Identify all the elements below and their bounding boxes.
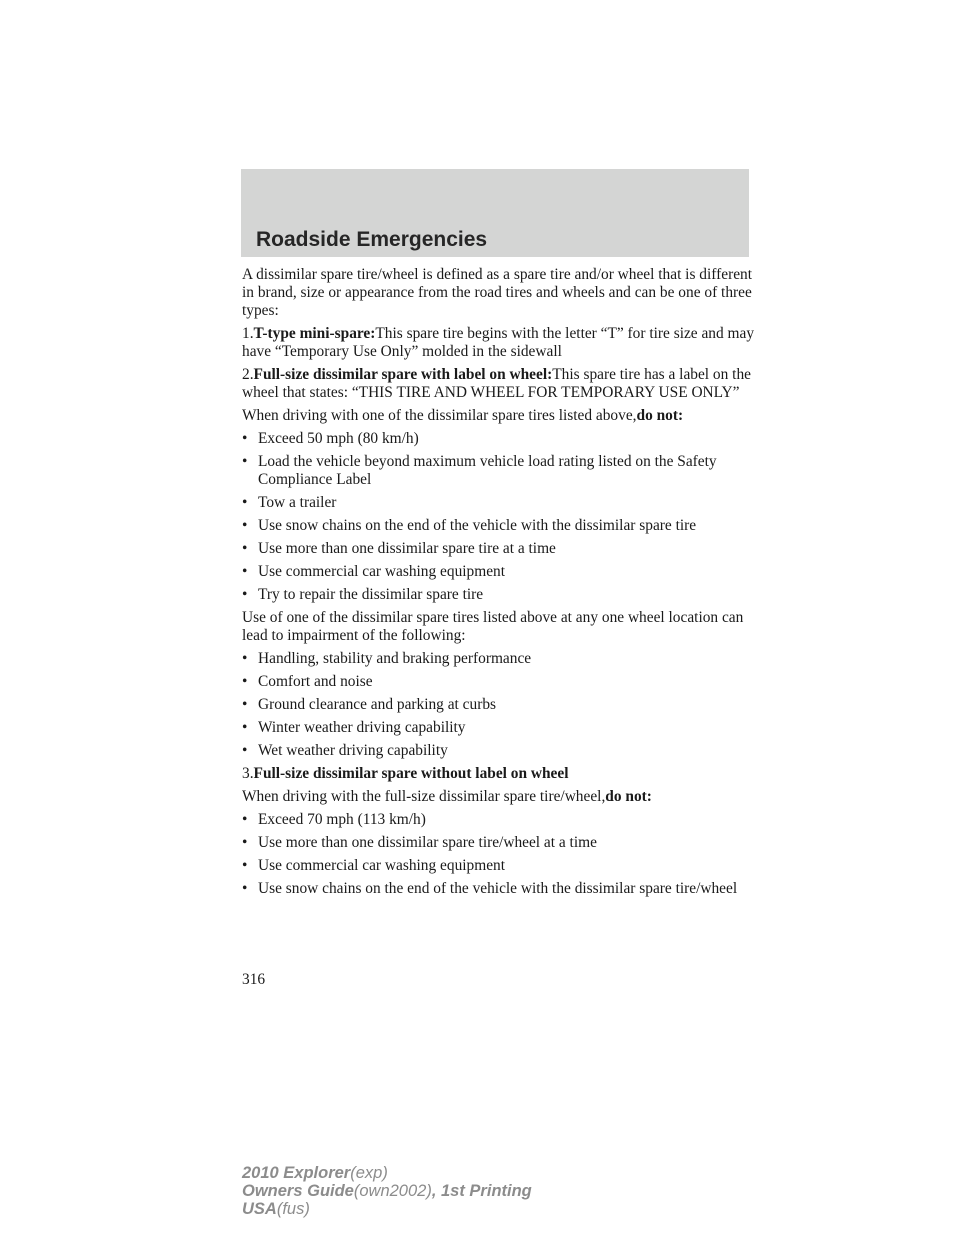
spare-type-3-label: Full-size dissimilar spare without label on wheel xyxy=(253,765,569,782)
bullet-icon: • xyxy=(242,430,248,447)
bullet-icon: • xyxy=(242,453,248,470)
bullet-icon: • xyxy=(242,811,248,828)
list-item-text: Winter weather driving capability xyxy=(258,719,466,736)
section-title: Roadside Emergencies xyxy=(256,228,488,251)
list-item-text: Wet weather driving capability xyxy=(258,742,448,759)
list-item xyxy=(242,834,762,852)
warning-intro-2: When driving with the full-size dissimilar spare tire/wheel,do not: xyxy=(242,788,652,805)
list-item-text: Use snow chains on the end of the vehicle with the dissimilar spare tire xyxy=(258,517,697,534)
bullet-icon: • xyxy=(242,696,248,713)
list-item xyxy=(242,650,762,668)
list-item xyxy=(242,673,762,691)
list-item-text: Ground clearance and parking at curbs xyxy=(258,696,497,713)
bullet-icon: • xyxy=(242,494,248,511)
list-item xyxy=(242,430,762,448)
list-item-text: Use more than one dissimilar spare tire at a time xyxy=(258,540,556,557)
spare-type-2: 2.Full-size dissimilar spare with label on wheel:This spare tire has a label on the wheel that states: “THIS TIRE AND WHEEL FOR TEMPORARY USE ONLY” xyxy=(242,366,751,401)
bullet-icon: • xyxy=(242,586,248,603)
list-item xyxy=(242,517,762,535)
page-number: 316 xyxy=(242,971,266,988)
list-item xyxy=(242,494,762,512)
bullet-icon: • xyxy=(242,563,248,580)
list-item-text: Tow a trailer xyxy=(258,494,337,511)
bullet-icon: • xyxy=(242,673,248,690)
list-item xyxy=(242,586,762,604)
list-item xyxy=(242,563,762,581)
bullet-icon: • xyxy=(242,857,248,874)
page-content xyxy=(242,266,762,903)
list-item-text: Use commercial car washing equipment xyxy=(258,563,506,580)
bullet-icon: • xyxy=(242,540,248,557)
list-item-text: Use commercial car washing equipment xyxy=(258,857,506,874)
list-item-text: Load the vehicle beyond maximum vehicle load rating listed on the Safety Compliance Label xyxy=(258,453,717,488)
list-item xyxy=(242,880,762,898)
list-item xyxy=(242,719,762,737)
list-item-text: Use more than one dissimilar spare tire/wheel at a time xyxy=(258,834,597,851)
list-item-text: Exceed 50 mph (80 km/h) xyxy=(258,430,419,447)
bullet-icon: • xyxy=(242,517,248,534)
list-item-text: Try to repair the dissimilar spare tire xyxy=(258,586,484,603)
spare-type-3: 3.Full-size dissimilar spare without label on wheel xyxy=(242,765,569,782)
list-item xyxy=(242,857,762,875)
impairment-paragraph: Use of one of the dissimilar spare tires listed above at any one wheel location can lead to impairment of the following: xyxy=(242,609,744,644)
print-footer: 2010 Explorer(exp) Owners Guide(own2002), 1st Printing USA(fus) xyxy=(242,1164,532,1218)
list-item-text: Comfort and noise xyxy=(258,673,373,690)
list-item-text: Handling, stability and braking performance xyxy=(258,650,532,667)
bullet-icon: • xyxy=(242,880,248,897)
spare-type-1: 1.T-type mini-spare:This spare tire begins with the letter “T” for tire size and may have “Temporary Use Only” molded in the sidewall xyxy=(242,325,755,360)
list-item-text: Exceed 70 mph (113 km/h) xyxy=(258,811,426,828)
spare-type-1-label: T-type mini-spare: xyxy=(253,325,376,342)
warning-intro-1: When driving with one of the dissimilar spare tires listed above,do not: xyxy=(242,407,684,424)
bullet-icon: • xyxy=(242,650,248,667)
bullet-icon: • xyxy=(242,742,248,759)
list-item xyxy=(242,453,762,489)
bullet-icon: • xyxy=(242,719,248,736)
spare-type-2-label: Full-size dissimilar spare with label on wheel: xyxy=(253,366,553,383)
restriction-list-1 xyxy=(242,430,762,604)
list-item xyxy=(242,811,762,829)
list-item-text: Use snow chains on the end of the vehicle with the dissimilar spare tire/wheel xyxy=(258,880,738,897)
impairment-list xyxy=(242,650,762,760)
intro-paragraph: A dissimilar spare tire/wheel is defined as a spare tire and/or wheel that is different in brand, size or appearance from the road tires and wheels and can be one of three types: xyxy=(242,266,753,319)
restriction-list-2 xyxy=(242,811,762,898)
list-item xyxy=(242,742,762,760)
bullet-icon: • xyxy=(242,834,248,851)
list-item xyxy=(242,696,762,714)
list-item xyxy=(242,540,762,558)
